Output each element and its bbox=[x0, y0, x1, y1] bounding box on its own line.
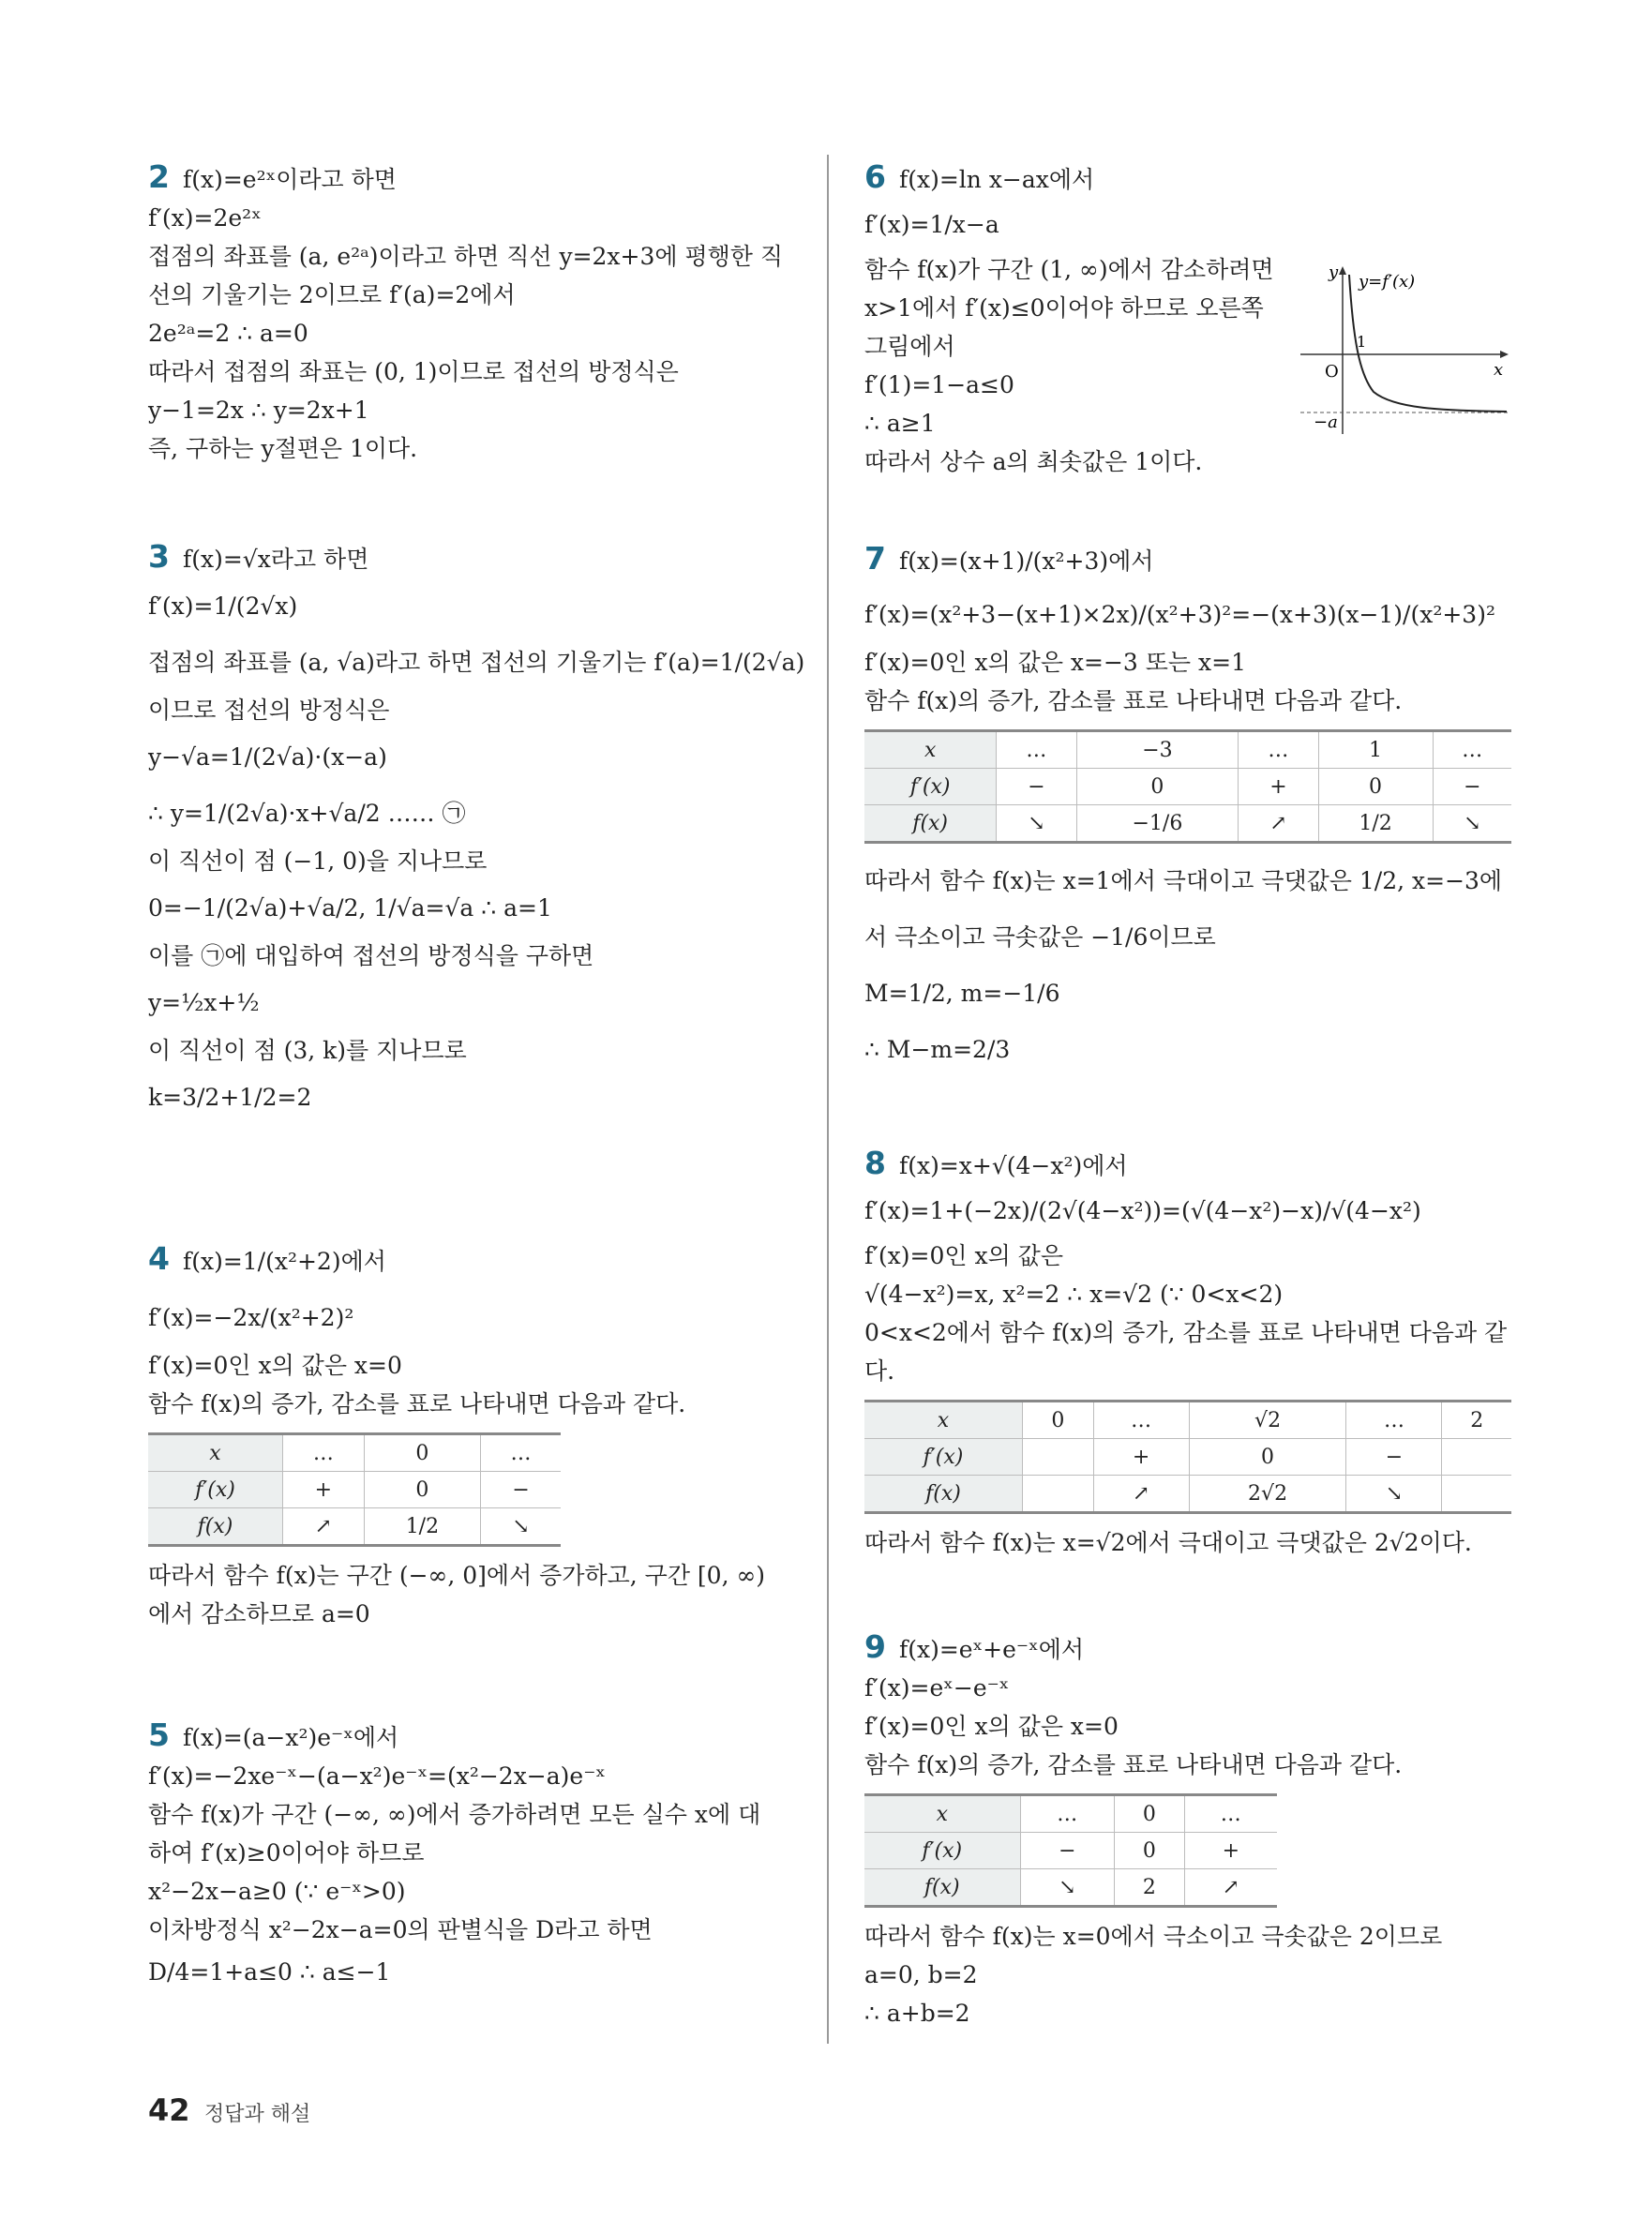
problem-number: 2 bbox=[148, 158, 170, 195]
problem-line: 따라서 함수 f(x)는 구간 (−∞, 0]에서 증가하고, 구간 [0, ∞) bbox=[148, 1562, 766, 1589]
problem-line: x²−2x−a≥0 (∵ e⁻ˣ>0) bbox=[148, 1878, 406, 1905]
variation-table: x … −3 … 1 … f′(x) − 0 + 0 − f(x) ↘ −1/6 ↗ 1/2 ↘ bbox=[864, 729, 1511, 844]
problem-6 bbox=[864, 157, 1511, 481]
x-axis-arrow bbox=[1500, 351, 1509, 358]
problem-line: y−√a=1/(2√a)·(x−a) bbox=[148, 743, 387, 771]
problem-line: f′(x)=2e²ˣ bbox=[148, 204, 262, 232]
problem-number: 3 bbox=[148, 538, 170, 575]
problem-line: 6 f(x)=ln x−ax에서 bbox=[864, 158, 1095, 195]
problem-number: 7 bbox=[864, 540, 886, 577]
problem-8 bbox=[864, 1144, 1511, 1562]
problem-line: 따라서 함수 f(x)는 x=1에서 극대이고 극댓값은 1/2, x=−3에 bbox=[864, 867, 1503, 894]
column-divider bbox=[827, 155, 829, 2044]
problem-line: f′(1)=1−a≤0 bbox=[864, 371, 1014, 398]
origin-label: O bbox=[1325, 362, 1339, 382]
page-number: 42 bbox=[148, 2092, 190, 2128]
problem-line: 따라서 함수 f(x)는 x=√2에서 극대이고 극댓값은 2√2이다. bbox=[864, 1529, 1472, 1556]
curve-label: y=f′(x) bbox=[1359, 272, 1416, 292]
problem-line: 선의 기울기는 2이므로 f′(a)=2에서 bbox=[148, 281, 516, 308]
problem-line: f′(x)=0인 x의 값은 x=0 bbox=[864, 1713, 1119, 1740]
problem-line: ∴ M−m=2/3 bbox=[864, 1036, 1011, 1063]
y-axis-label: y bbox=[1329, 262, 1339, 282]
problem-5 bbox=[148, 1716, 795, 1996]
footer-title: 정답과 해설 bbox=[204, 2103, 311, 2126]
problem-number: 5 bbox=[148, 1717, 170, 1753]
problem-line: 함수 f(x)의 증가, 감소를 표로 나타내면 다음과 같다. bbox=[148, 1390, 686, 1417]
problem-line: M=1/2, m=−1/6 bbox=[864, 980, 1060, 1007]
problem-line: 이 직선이 점 (−1, 0)을 지나므로 bbox=[148, 847, 488, 875]
problem-line: 함수 f(x)가 구간 (−∞, ∞)에서 증가하려면 모든 실수 x에 대 bbox=[148, 1801, 761, 1828]
problem-number: 4 bbox=[148, 1240, 170, 1277]
problem-line: f′(x)=0인 x의 값은 x=−3 또는 x=1 bbox=[864, 649, 1246, 676]
problem-line: ∴ y=1/(2√a)·x+√a/2 …… ㉠ bbox=[148, 800, 466, 827]
problem-4 bbox=[148, 1231, 795, 1633]
problem-line: ∴ a≥1 bbox=[864, 410, 936, 437]
problem-line: 4 f(x)=1/(x²+2)에서 bbox=[148, 1240, 386, 1277]
problem-number: 6 bbox=[864, 158, 886, 195]
variation-table: x … 0 … f′(x) − 0 + f(x) ↘ 2 ↗ bbox=[864, 1793, 1277, 1908]
problem-line: f′(x)=eˣ−e⁻ˣ bbox=[864, 1674, 1010, 1702]
problem-line: f′(x)=0인 x의 값은 bbox=[864, 1242, 1063, 1269]
asymptote-label: −a bbox=[1314, 412, 1338, 432]
problem-7 bbox=[864, 532, 1511, 1078]
problem-line: 함수 f(x)의 증가, 감소를 표로 나타내면 다음과 같다. bbox=[864, 687, 1403, 714]
problem-line: 이를 ㉠에 대입하여 접선의 방정식을 구하면 bbox=[148, 942, 594, 969]
problem-line: 에서 감소하므로 a=0 bbox=[148, 1600, 370, 1627]
problem-line: a=0, b=2 bbox=[864, 1961, 978, 1988]
problem-line: 접점의 좌표를 (a, e²ᵃ)이라고 하면 직선 y=2x+3에 평행한 직 bbox=[148, 243, 784, 270]
problem-line: k=3/2+1/2=2 bbox=[148, 1084, 312, 1111]
x-axis-label: x bbox=[1494, 360, 1504, 380]
problem-line: f′(x)=1/(2√x) bbox=[148, 592, 298, 620]
problem-line: f′(x)=−2xe⁻ˣ−(a−x²)e⁻ˣ=(x²−2x−a)e⁻ˣ bbox=[148, 1762, 607, 1790]
problem-line: ∴ a+b=2 bbox=[864, 2000, 970, 2027]
problem-line: 이차방정식 x²−2x−a=0의 판별식을 D라고 하면 bbox=[148, 1916, 653, 1943]
problem-line: 접점의 좌표를 (a, √a)라고 하면 접선의 기울기는 f′(a)=1/(2√a) bbox=[148, 649, 805, 676]
problem-line: 이 직선이 점 (3, k)를 지나므로 bbox=[148, 1037, 467, 1064]
problem-line: 함수 f(x)의 증가, 감소를 표로 나타내면 다음과 같다. bbox=[864, 1751, 1403, 1778]
y-axis-arrow bbox=[1339, 266, 1346, 275]
problem-line: 따라서 접점의 좌표는 (0, 1)이므로 접선의 방정식은 bbox=[148, 358, 679, 385]
problem-line: 함수 f(x)가 구간 (1, ∞)에서 감소하려면 bbox=[864, 256, 1274, 283]
variation-table: x … 0 … f′(x) + 0 − f(x) ↗ 1/2 ↘ bbox=[148, 1432, 561, 1547]
problem-2 bbox=[148, 157, 795, 468]
problem-line: 따라서 상수 a의 최솟값은 1이다. bbox=[864, 448, 1203, 475]
problem-line: 따라서 함수 f(x)는 x=0에서 극소이고 극솟값은 2이므로 bbox=[864, 1923, 1443, 1950]
problem-line: 7 f(x)=(x+1)/(x²+3)에서 bbox=[864, 540, 1154, 577]
problem-line: 3 f(x)=√x라고 하면 bbox=[148, 538, 369, 575]
problem-line: 하여 f′(x)≥0이어야 하므로 bbox=[148, 1839, 425, 1867]
problem-line: D/4=1+a≤0 ∴ a≤−1 bbox=[148, 1958, 391, 1986]
tick-label: 1 bbox=[1357, 333, 1367, 351]
problem-line: y−1=2x ∴ y=2x+1 bbox=[148, 397, 369, 424]
problem-line: 즉, 구하는 y절편은 1이다. bbox=[148, 435, 418, 462]
problem-line: 그림에서 bbox=[864, 333, 955, 360]
problem-line: f′(x)=(x²+3−(x+1)×2x)/(x²+3)²=−(x+3)(x−1)/(x²+3)² bbox=[864, 601, 1495, 628]
problem-line: f′(x)=1/x−a bbox=[864, 211, 999, 238]
problem-line: 0<x<2에서 함수 f(x)의 증가, 감소를 표로 나타내면 다음과 같 bbox=[864, 1319, 1508, 1346]
derivative-graph bbox=[1300, 261, 1511, 439]
problem-line: 5 f(x)=(a−x²)e⁻ˣ에서 bbox=[148, 1717, 399, 1753]
problem-line: y=½x+½ bbox=[148, 989, 260, 1016]
problem-line: 다. bbox=[864, 1357, 895, 1385]
problem-number: 8 bbox=[864, 1145, 886, 1181]
problem-line: √(4−x²)=x, x²=2 ∴ x=√2 (∵ 0<x<2) bbox=[864, 1281, 1284, 1308]
problem-line: 서 극소이고 극솟값은 −1/6이므로 bbox=[864, 923, 1216, 951]
problem-line: 이므로 접선의 방정식은 bbox=[148, 697, 390, 724]
problem-line: 8 f(x)=x+√(4−x²)에서 bbox=[864, 1145, 1128, 1181]
problem-3 bbox=[148, 537, 805, 1126]
curve-f-prime bbox=[1349, 275, 1507, 412]
problem-line: 0=−1/(2√a)+√a/2, 1/√a=√a ∴ a=1 bbox=[148, 894, 552, 922]
problem-line: 9 f(x)=eˣ+e⁻ˣ에서 bbox=[864, 1628, 1084, 1665]
problem-line: f′(x)=−2x/(x²+2)² bbox=[148, 1304, 354, 1331]
problem-line: x>1에서 f′(x)≤0이어야 하므로 오른쪽 bbox=[864, 294, 1264, 322]
problem-line: 2e²ᵃ=2 ∴ a=0 bbox=[148, 320, 308, 347]
problem-line: 2 f(x)=e²ˣ이라고 하면 bbox=[148, 158, 397, 195]
variation-table: x 0 … √2 … 2 f′(x) + 0 − f(x) ↗ 2√2 ↘ bbox=[864, 1400, 1511, 1514]
problem-number: 9 bbox=[864, 1628, 886, 1665]
problem-line: f′(x)=0인 x의 값은 x=0 bbox=[148, 1352, 402, 1379]
problem-line: f′(x)=1+(−2x)/(2√(4−x²))=(√(4−x²)−x)/√(4−x²) bbox=[864, 1197, 1421, 1224]
problem-9 bbox=[864, 1627, 1511, 2032]
